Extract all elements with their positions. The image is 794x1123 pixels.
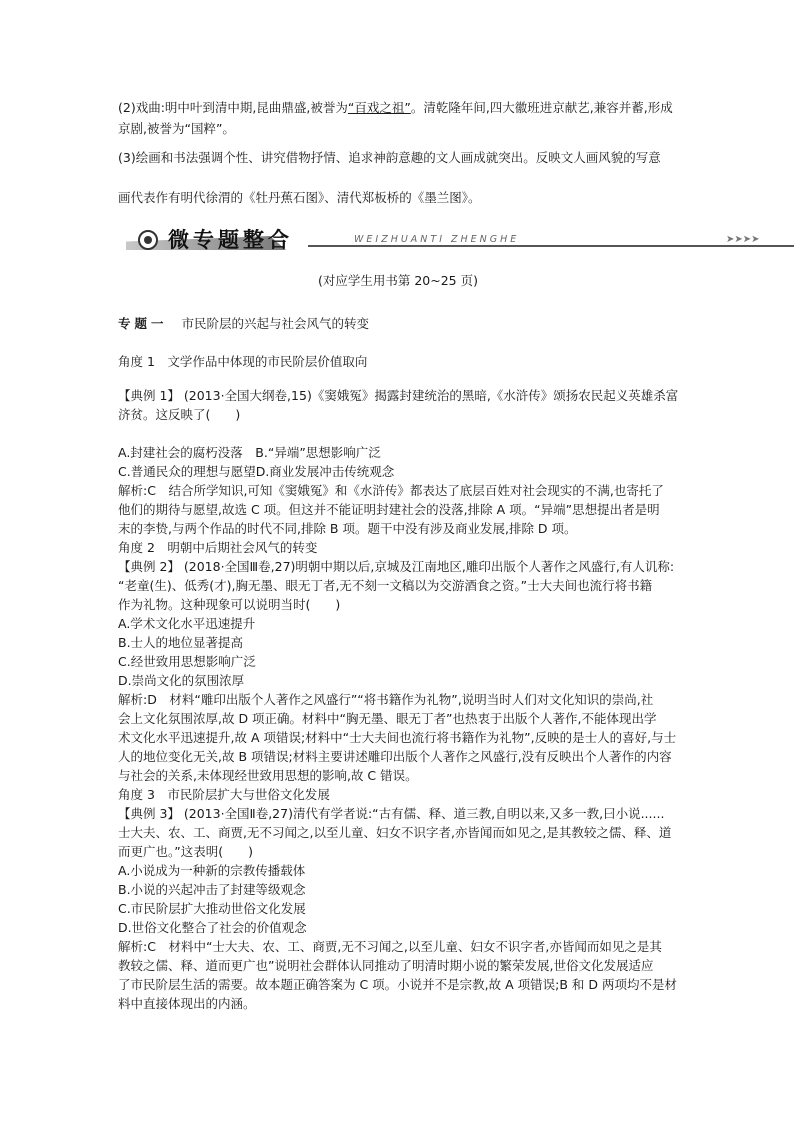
angle3-analysis-line3: 了市民阶层生活的需要。故本题正确答案为 C 项。小说并不是宗教,故 A 项错误;B 和 D 两项均不是材 bbox=[118, 977, 677, 992]
banner-pinyin: WEIZHUANTI ZHENGHE bbox=[348, 234, 525, 245]
angle2-option-c: C.经世致用思想影响广泛 bbox=[118, 654, 256, 669]
angle1-analysis-line2: 他们的期待与愿望,故选 C 项。但这并不能证明封建社会的没落,排除 A 项。“异端”思想提出者是明 bbox=[118, 502, 660, 517]
reference-note: (对应学生用书第 20~25 页) bbox=[318, 273, 478, 288]
intro-p2-line2: 京剧,被誉为“国粹”。 bbox=[118, 121, 235, 136]
angle2-example-line2: “老童(生)、低秀(才),胸无墨、眼无丁者,无不刻一文稿以为交游酒食之资。”士大夫间也流行将书籍 bbox=[118, 578, 653, 593]
angle3-analysis-line2: 教较之儒、释、道而更广也”说明社会群体认同推动了明清时期小说的繁荣发展,世俗文化发展适应 bbox=[118, 958, 654, 973]
intro-p3-line2: 画代表作有明代徐渭的《牡丹蕉石图》、清代郑板桥的《墨兰图》。 bbox=[118, 190, 481, 205]
angle2-analysis-line1: 解析:D 材料“雕印出版个人著作之风盛行”“将书籍作为礼物”,说明当时人们对文化知识的崇尚,社 bbox=[118, 692, 654, 707]
angle3-heading: 角度 3 市民阶层扩大与世俗文化发展 bbox=[118, 787, 330, 802]
angle2-option-b: B.士人的地位显著提高 bbox=[118, 635, 244, 650]
angle3-option-d: D.世俗文化整合了社会的价值观念 bbox=[118, 920, 307, 935]
intro-p2-pre: (2)戏曲:明中叶到清中期,昆曲鼎盛,被誉为 bbox=[118, 100, 348, 115]
intro-p2-underlined: “百戏之祖” bbox=[347, 100, 411, 115]
angle3-example-line2: 士大夫、农、工、商贾,无不习闻之,以至儿童、妇女不识字者,亦皆闻而如见之,是其教较之儒、释、道 bbox=[118, 825, 672, 840]
banner-circle-icon bbox=[138, 230, 158, 250]
angle1-analysis-line1: 解析:C 结合所学知识,可知《窦娥冤》和《水浒传》都表达了底层百姓对社会现实的不满,也寄托了 bbox=[118, 483, 664, 498]
angle1-example-line2: 济贫。这反映了( ) bbox=[118, 407, 241, 422]
angle2-analysis-line2: 会上文化氛围浓厚,故 D 项正确。材料中“胸无墨、眼无丁者”也热衷于出版个人著作,不能体现出学 bbox=[118, 711, 657, 726]
angle3-option-c: C.市民阶层扩大推动世俗文化发展 bbox=[118, 901, 306, 916]
angle1-options-ab: A.封建社会的腐朽没落 B.“异端”思想影响广泛 bbox=[118, 445, 381, 460]
banner-rule bbox=[308, 245, 794, 247]
angle1-options-cd: C.普通民众的理想与愿望D.商业发展冲击传统观念 bbox=[118, 464, 395, 479]
intro-paragraph-2 bbox=[118, 98, 673, 117]
angle2-example-line1: 【典例 2】 (2018·全国Ⅲ卷,27)明朝中期以后,京城及江南地区,雕印出版个人著作之风盛行,有人讥称: bbox=[118, 559, 675, 574]
angle3-example-line1: 【典例 3】 (2013·全国Ⅱ卷,27)清代有学者说:“古有儒、释、道三教,自明以来,又多一教,曰小说...... bbox=[118, 806, 665, 821]
angle3-option-a: A.小说成为一种新的宗教传播载体 bbox=[118, 863, 306, 878]
topic-title: 市民阶层的兴起与社会风气的转变 bbox=[181, 316, 370, 331]
angle2-analysis-line4: 人的地位变化无关,故 B 项错误;材料主要讲述雕印出版个人著作之风盛行,没有反映出个人著作的内容 bbox=[118, 749, 672, 764]
angle2-option-a: A.学术文化水平迅速提升 bbox=[118, 616, 256, 631]
angle1-heading: 角度 1 文学作品中体现的市民阶层价值取向 bbox=[118, 354, 368, 369]
angle2-option-d: D.崇尚文化的氛围浓厚 bbox=[118, 673, 245, 688]
angle1-example-line1: 【典例 1】 (2013·全国大纲卷,15)《窦娥冤》揭露封建统治的黑暗,《水浒传》颂扬农民起义英雄杀富 bbox=[118, 388, 679, 403]
angle2-analysis-line5: 与社会的关系,未体现经世致用思想的影响,故 C 错误。 bbox=[118, 768, 418, 783]
angle2-analysis-line3: 术文化水平迅速提升,故 A 项错误;材料中“士大夫间也流行将书籍作为礼物”,反映的是士人的喜好,与士 bbox=[118, 730, 677, 745]
angle3-option-b: B.小说的兴起冲击了封建等级观念 bbox=[118, 882, 306, 897]
angle2-heading: 角度 2 明朝中后期社会风气的转变 bbox=[118, 540, 318, 555]
section-banner bbox=[118, 226, 766, 254]
intro-p2-post: 。清乾隆年间,四大徽班进京献艺,兼容并蓄,形成 bbox=[410, 100, 673, 115]
topic-heading bbox=[118, 314, 369, 333]
angle3-analysis-line4: 料中直接体现出的内涵。 bbox=[118, 996, 256, 1011]
topic-label: 专题一 bbox=[118, 316, 168, 331]
angle3-example-line3: 而更广也。”这表明( ) bbox=[118, 844, 253, 859]
angle3-analysis-line1: 解析:C 材料中“士大夫、农、工、商贾,无不习闻之,以至儿童、妇女不识字者,亦皆闻而如见之是其 bbox=[118, 939, 662, 954]
banner-arrows-icon: ➤➤➤➤ bbox=[722, 234, 760, 245]
intro-p3-line1: (3)绘画和书法强调个性、讲究借物抒情、追求神韵意趣的文人画成就突出。反映文人画风貌的写意 bbox=[118, 150, 661, 165]
banner-title: 微专题整合 bbox=[168, 228, 293, 252]
angle2-example-line3: 作为礼物。这种现象可以说明当时( ) bbox=[118, 597, 341, 612]
angle1-analysis-line3: 末的李贽,与两个作品的时代不同,排除 B 项。题干中没有涉及商业发展,排除 D 项。 bbox=[118, 521, 577, 536]
